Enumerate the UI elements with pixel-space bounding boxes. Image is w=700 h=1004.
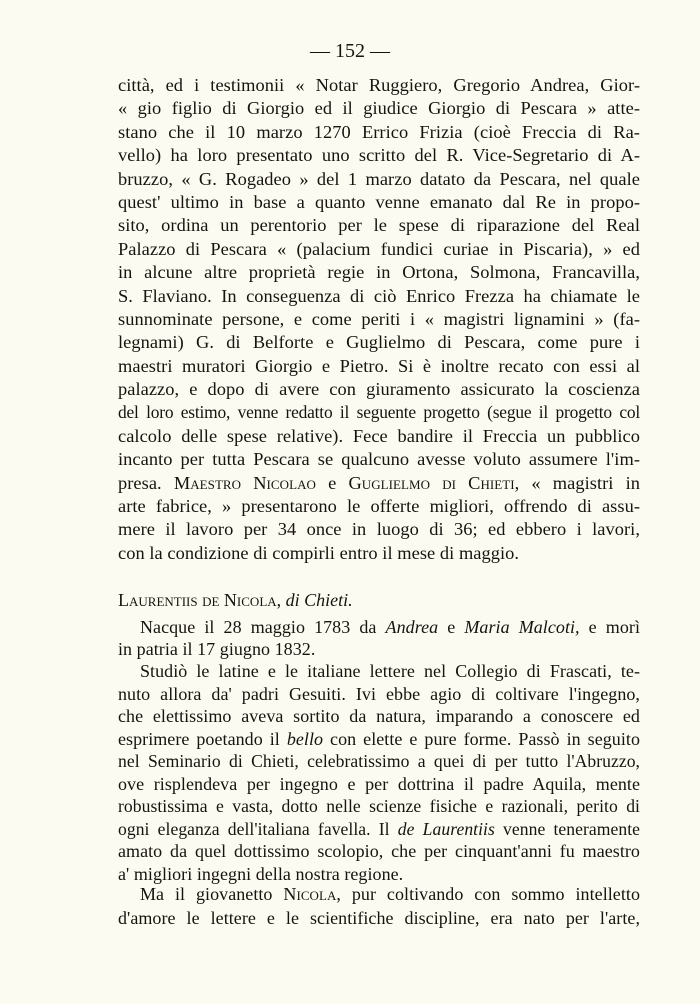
final-paragraph (118, 883, 640, 930)
name-small-caps: Guglielmo di Chieti (348, 472, 515, 493)
entry-heading (118, 590, 353, 611)
text-line: che elettissimo aveva sortito da natura, imparando a conoscere ed (118, 706, 640, 726)
text-line: Studiò le latine e le italiane lettere nel Collegio di Frascati, te- (140, 661, 640, 681)
text-line: stano che il 10 marzo 1270 Errico Frizia (cioè Freccia di Ra- (118, 121, 640, 142)
name-small-caps: Maestro Nicolao (173, 472, 316, 493)
text-fragment: con elette e pure forme. Passò in seguito (323, 728, 640, 749)
text-line (118, 728, 640, 751)
text-fragment: e morì (579, 617, 640, 637)
text-line: sunnominate persone, e come periti i « magistri lignamini » (fa- (118, 308, 640, 329)
text-line (118, 472, 640, 495)
emphasis-text: bello (286, 728, 324, 749)
text-line: in patria il 17 giugno 1832. (118, 639, 316, 660)
birth-death-paragraph (118, 616, 640, 660)
text-line: arte fabrice, » presentarono le offerte migliori, offrendo di assu- (118, 496, 640, 517)
text-line: amato da quel dottissimo scolopio, che per cinquant'anni fu maestro (118, 841, 640, 861)
text-line: del loro estimo, venne redatto il seguente progetto (segue il progetto col (118, 402, 640, 423)
page-number: — 152 — (310, 40, 390, 62)
text-fragment: e (315, 472, 349, 493)
entry-name: Laurentiis de Nicola, (118, 590, 282, 610)
text-line: Palazzo di Pescara « (palacium fundici curiae in Piscaria), » ed (118, 238, 640, 259)
text-line: « gio figlio di Giorgio ed il giudice Giorgio di Pescara » atte- (118, 98, 640, 119)
text-line: a' migliori ingegni della nostra regione. (118, 863, 404, 884)
name-small-caps: Nicola (283, 884, 337, 904)
text-line: bruzzo, « G. Rogadeo » del 1 marzo datato da Pescara, nel quale (118, 168, 640, 189)
text-line: città, ed i testimonii « Notar Ruggiero, Gregorio Andrea, Gior- (118, 75, 640, 95)
text-line: incanto per tutta Pescara se qualcuno avesse voluto assumere l'im- (118, 449, 640, 470)
text-line (118, 616, 640, 638)
text-fragment: , pur coltivando con sommo intelletto (336, 884, 640, 904)
text-line: d'amore le lettere e le scientifiche discipline, era nato per l'arte, (118, 907, 640, 928)
text-line: nel Seminario di Chieti, celebratissimo a quei di per tutto l'Abruzzo, (118, 751, 640, 771)
paragraph-continuation (118, 74, 640, 565)
text-line: palazzo, e dopo di avere con giuramento assicurato la coscienza (118, 379, 640, 400)
studies-paragraph (118, 660, 640, 885)
text-line: in alcune altre proprietà regie in Ortona, Solmona, Francavilla, (118, 262, 640, 283)
text-fragment: Ma il giovanetto (140, 884, 284, 904)
text-line: S. Flaviano. In conseguenza di ciò Enrico Frezza ha chiamate le (118, 285, 640, 306)
text-line: maestri muratori Giorgio e Pietro. Si è inoltre recato con essi al (118, 355, 640, 376)
entry-place: di Chieti. (285, 590, 353, 610)
text-fragment: , « magistri in (514, 472, 640, 493)
text-line: sito, ordina un perentorio per le spese di riparazione del Real (118, 215, 640, 236)
text-line: vello) ha loro presentato uno scritto del R. Vice-Segretario di A- (118, 145, 640, 166)
mother-name: Maria Malcoti, (464, 617, 580, 637)
text-line: nuto allora da' padri Gesuiti. Ivi ebbe agio di coltivare l'ingegno, (118, 683, 640, 704)
text-line: legnami) G. di Belforte e Guglielmo di Pescara, come pure i (118, 332, 640, 353)
text-line: ove risplendeva per ingegno e per dottrina il padre Aquila, mente (118, 773, 640, 794)
emphasis-text: de Laurentiis (397, 818, 495, 839)
text-fragment: esprimere poetando il (118, 728, 287, 749)
text-fragment: presa. (118, 472, 174, 493)
text-fragment: Nacque il 28 maggio 1783 da (140, 617, 386, 637)
text-line (118, 883, 640, 907)
text-line: con la condizione di compirli entro il mese di maggio. (118, 542, 520, 563)
text-fragment: venne teneramente (494, 818, 640, 839)
text-line: mere il lavoro per 34 once in luogo di 36; ed ebbero i lavori, (118, 519, 640, 540)
father-name: Andrea (385, 617, 439, 637)
text-fragment: ogni eleganza dell'italiana favella. Il (118, 818, 398, 839)
text-line: calcolo delle spese relative). Fece bandire il Freccia un pubblico (118, 425, 640, 446)
text-line: robustissima e vasta, dotto nelle scienze fisiche e razionali, perito di (118, 796, 640, 816)
text-line (118, 818, 640, 841)
text-fragment: e (438, 617, 465, 637)
text-line: quest' ultimo in base a quanto venne emanato dal Re in propo- (118, 191, 640, 212)
